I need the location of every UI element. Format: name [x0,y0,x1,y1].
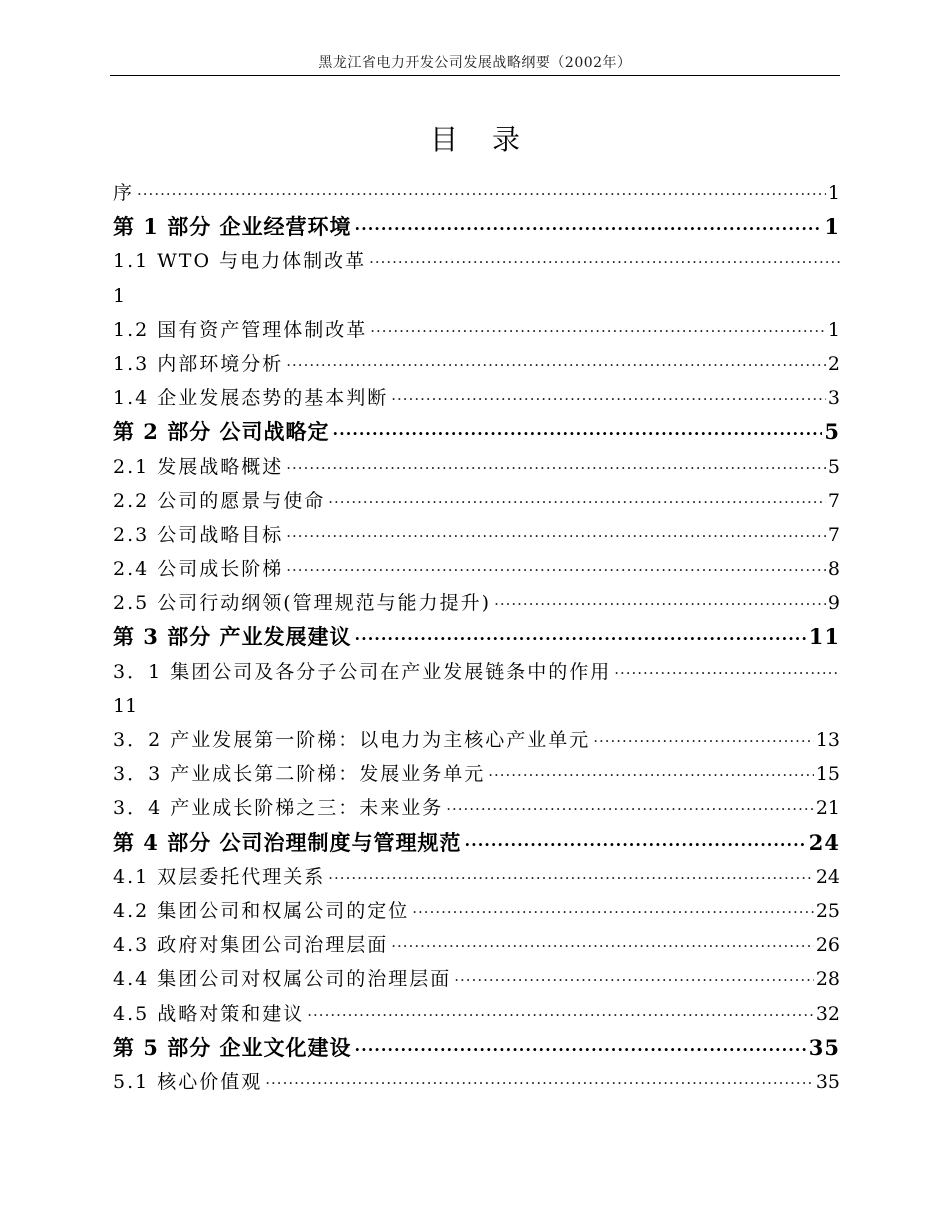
toc-entry-label: 5.1 核心价值观 [113,1070,263,1093]
dot-leader [355,1033,807,1065]
header-rule [110,75,840,76]
toc-page-number: 1 [827,318,840,341]
toc-entry-label: 2.2 公司的愿景与使命 [113,489,326,512]
toc-entry-label: 第 5 部分 企业文化建设 [113,1034,352,1060]
toc-entry[interactable] [113,313,840,347]
dot-leader [446,792,814,825]
toc-entry-label: 第 4 部分 公司治理制度与管理规范 [113,829,462,855]
toc-entry-label: 3．4 产业成长阶梯之三：未来业务 [113,797,444,820]
toc-page-number: 32 [815,1002,840,1025]
toc-page-number: 28 [815,968,840,991]
toc-entry[interactable] [113,894,840,928]
toc-entry-label: 2.1 发展战略概述 [113,455,284,478]
dot-leader [593,724,814,757]
toc-page-number: 24 [808,829,840,855]
dot-leader [488,758,814,791]
toc-part-heading[interactable] [113,1031,840,1065]
dot-leader [494,587,826,620]
toc-entry[interactable] [113,997,840,1031]
toc-page-number: 7 [827,489,840,512]
running-header: 黑龙江省电力开发公司发展战略纲要（2002年） [318,55,632,71]
toc-entry[interactable] [113,244,840,278]
dot-leader [307,998,814,1031]
toc-entry-label: 4.2 集团公司和权属公司的定位 [113,899,410,922]
toc-entry-label: 1.3 内部环境分析 [113,352,284,375]
toc-entry[interactable] [113,450,840,484]
toc-page-number: 15 [815,763,840,786]
toc-entry-label: 2.5 公司行动纲领(管理规范与能力提升) [113,592,492,615]
toc-page-number: 11 [113,694,138,717]
toc-entry[interactable] [113,347,840,381]
toc-entry[interactable] [113,381,840,415]
toc-part-heading[interactable] [113,415,840,449]
dot-leader [391,382,826,415]
dot-leader [369,245,840,278]
dot-leader [328,485,826,518]
toc-entry-label: 4.5 战略对策和建议 [113,1002,305,1025]
toc-page-number: 24 [815,865,840,888]
toc-entry-label: 3．2 产业发展第一阶梯：以电力为主核心产业单元 [113,729,591,751]
dot-leader [412,895,814,928]
toc-entry[interactable] [113,962,840,996]
toc-entry-continuation[interactable] [113,689,840,723]
dot-leader [328,861,814,894]
toc-entry[interactable] [113,928,840,962]
toc-entry-label: 2.4 公司成长阶梯 [113,558,284,581]
toc-page-number: 7 [827,523,840,546]
toc-entry[interactable] [113,860,840,894]
toc-entry-label: 4.1 双层委托代理关系 [113,865,326,888]
toc-part-heading[interactable] [113,210,840,244]
toc-entry[interactable] [113,586,840,620]
toc-entry-label: 序 [113,182,135,204]
toc-entry-label: 3．1 集团公司及各分子公司在产业发展链条中的作用 [113,660,612,683]
dot-leader [391,929,814,962]
toc-entry-label: 2.3 公司战略目标 [113,523,284,546]
toc-entry-label: 1.2 国有资产管理体制改革 [113,318,368,341]
dot-leader [286,519,826,552]
toc-page-number: 5 [824,419,840,445]
dot-leader [265,1066,814,1099]
dot-leader [454,963,814,996]
dot-leader [370,314,826,347]
toc-title: 目录 [429,123,554,156]
toc-entry[interactable] [113,723,840,757]
toc-entry[interactable] [113,791,840,825]
toc-page-number: 9 [827,592,840,615]
toc-part-heading[interactable] [113,826,840,860]
toc-entry-label: 1.4 企业发展态势的基本判断 [113,387,389,410]
toc-entry[interactable] [113,484,840,518]
dot-leader [465,828,807,860]
toc-entry-label: 第 1 部分 企业经营环境 [113,214,352,240]
toc-page-number: 11 [808,624,840,650]
toc-entry-label: 4.3 政府对集团公司治理层面 [113,934,389,957]
toc-entry-label: 第 2 部分 公司战略定 [113,419,330,445]
toc-page-number: 1 [824,214,840,240]
dot-leader [286,451,826,484]
toc-entry-continuation[interactable] [113,279,840,313]
dot-leader [355,212,823,244]
toc-entry-label: 4.4 集团公司对权属公司的治理层面 [113,968,452,991]
toc-entry[interactable] [113,757,840,791]
toc-page-number: 35 [808,1034,840,1060]
dot-leader [286,553,826,586]
toc-entry-label: 3．3 产业成长第二阶梯：发展业务单元 [113,763,486,786]
toc-page-number: 3 [827,387,840,410]
toc-entry-label: 第 3 部分 产业发展建议 [113,624,352,650]
dot-leader [333,417,823,449]
dot-leader [614,656,840,689]
toc-page-number: 1 [827,182,840,204]
toc-entry-label: 1.1 WTO 与电力体制改革 [113,250,367,273]
toc-entry[interactable] [113,518,840,552]
toc-page-number: 26 [815,934,840,957]
toc-entry[interactable] [113,1065,840,1099]
dot-leader [286,348,826,381]
toc-page-number: 21 [815,797,840,820]
toc-page-number: 5 [827,455,840,478]
dot-leader [137,177,826,210]
toc-page-number: 25 [815,899,840,922]
table-of-contents [113,176,840,1099]
dot-leader [355,622,807,654]
toc-entry[interactable] [113,655,840,689]
toc-part-heading[interactable] [113,620,840,654]
toc-page-number: 35 [815,1070,840,1093]
toc-page-number: 2 [827,352,840,375]
toc-entry[interactable] [113,552,840,586]
toc-page-number: 13 [815,729,840,751]
toc-entry[interactable] [113,176,840,210]
toc-page-number: 8 [827,558,840,581]
toc-page-number: 1 [113,284,126,307]
